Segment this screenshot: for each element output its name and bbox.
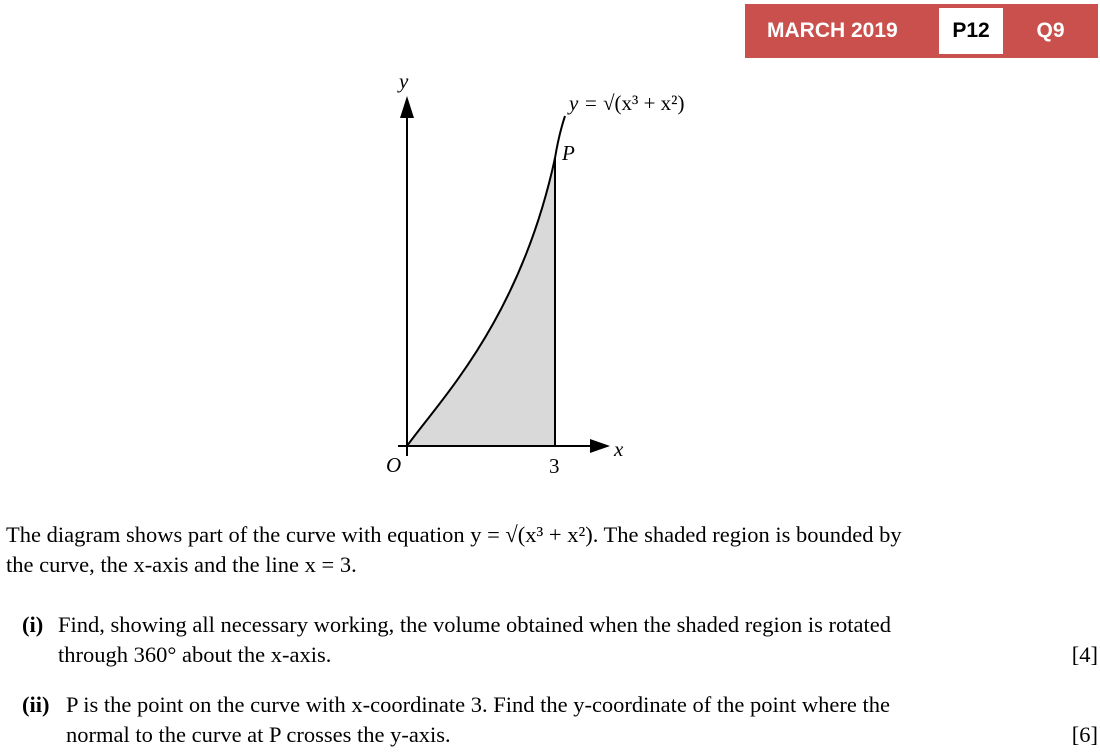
question-intro (6, 520, 1098, 580)
part-line-2: normal to the curve at P crosses the y-axis. (66, 722, 451, 747)
part-label: (i) (22, 612, 44, 637)
x-axis-arrowhead (590, 439, 610, 453)
question-part-ii (0, 690, 1098, 752)
paper-number: P12 (939, 8, 1003, 54)
intro-line-1: The diagram shows part of the curve with equation y = √(x³ + x²). The shaded region is bounded by (6, 522, 902, 547)
part-line-2: through 360° about the x-axis. (58, 642, 332, 667)
question-part-i (0, 610, 1098, 672)
part-label: (ii) (22, 692, 50, 717)
intro-line-2: the curve, the x-axis and the line x = 3. (6, 552, 357, 577)
point-label: P (562, 141, 575, 165)
exam-session: MARCH 2019 (767, 19, 898, 42)
y-axis-label: y (399, 69, 409, 93)
part-line-1: P is the point on the curve with x-coordinate 3. Find the y-coordinate of the point where the (66, 692, 890, 717)
x-tick-label: 3 (549, 454, 560, 478)
origin-label: O (386, 453, 402, 477)
curve-equation-label (567, 91, 684, 115)
question-number: Q9 (1036, 19, 1065, 42)
part-line-1: Find, showing all necessary working, the volume obtained when the shaded region is rotated (58, 612, 891, 637)
part-marks: [4] (1071, 642, 1098, 667)
curve-label-expr: √(x³ + x²) (603, 91, 685, 115)
x-axis-label: x (614, 437, 624, 461)
part-marks: [6] (1071, 722, 1098, 747)
y-axis-arrowhead (400, 96, 414, 118)
curve-label-prefix: y = (569, 91, 603, 115)
shaded-region (407, 158, 555, 446)
